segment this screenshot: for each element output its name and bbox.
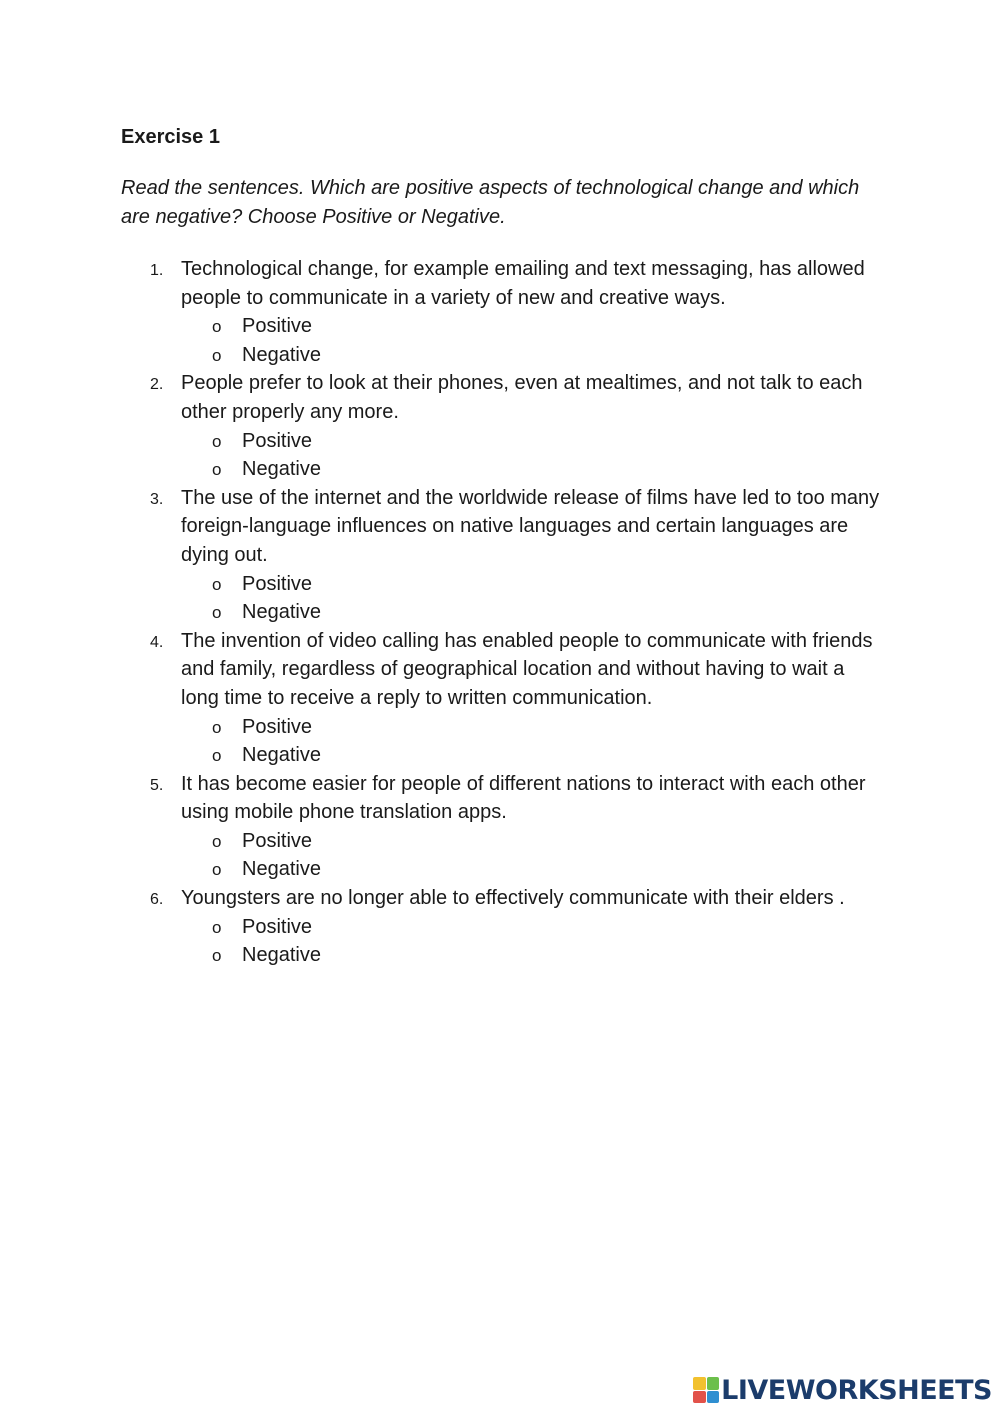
option-negative[interactable] xyxy=(150,741,885,770)
circle-bullet-icon: o xyxy=(212,460,222,480)
logo-tile xyxy=(707,1377,720,1390)
option-negative[interactable] xyxy=(150,341,885,370)
logo-text: LIVEWORKSHEETS xyxy=(721,1374,992,1406)
question-number: 2. xyxy=(150,376,164,394)
option-negative[interactable] xyxy=(150,455,885,484)
option-positive[interactable] xyxy=(150,427,885,456)
question-number: 5. xyxy=(150,776,164,794)
question-text: The invention of video calling has enabled people to communicate with friends and family, regardless of geographical location and without having to wait a long time to receive a reply to written communication. xyxy=(181,629,873,709)
question-item xyxy=(150,884,885,970)
answer-options xyxy=(150,570,885,627)
circle-bullet-icon: o xyxy=(212,746,222,766)
option-label: Positive xyxy=(242,715,313,738)
answer-options xyxy=(150,427,885,484)
option-positive[interactable] xyxy=(150,913,885,942)
liveworksheets-logo-icon xyxy=(693,1377,719,1403)
circle-bullet-icon: o xyxy=(212,431,222,451)
option-positive[interactable] xyxy=(150,713,885,742)
circle-bullet-icon: o xyxy=(212,574,222,594)
exercise-instructions: Read the sentences. Which are positive aspects of technological change and which are negative? Choose Positive or Negative. xyxy=(121,177,860,228)
option-label: Negative xyxy=(242,744,321,767)
question-item xyxy=(150,255,885,369)
question-list xyxy=(150,255,885,970)
option-label: Negative xyxy=(242,858,321,881)
option-positive[interactable] xyxy=(150,827,885,856)
option-label: Negative xyxy=(242,944,321,967)
option-label: Positive xyxy=(242,572,313,595)
answer-options xyxy=(150,713,885,770)
option-label: Positive xyxy=(242,829,313,852)
option-negative[interactable] xyxy=(150,941,885,970)
question-number: 4. xyxy=(150,633,164,651)
option-negative[interactable] xyxy=(150,598,885,627)
answer-options xyxy=(150,913,885,970)
question-item xyxy=(150,369,885,483)
logo-tile xyxy=(707,1391,720,1404)
circle-bullet-icon: o xyxy=(212,831,222,851)
question-number: 1. xyxy=(150,262,164,279)
question-number: 6. xyxy=(150,891,164,909)
question-text: It has become easier for people of different nations to interact with each other using mobile phone translation apps. xyxy=(181,772,866,824)
circle-bullet-icon: o xyxy=(212,717,222,737)
option-label: Positive xyxy=(242,915,313,938)
exercise-title: Exercise 1 xyxy=(121,126,220,148)
answer-options xyxy=(150,827,885,884)
circle-bullet-icon: o xyxy=(212,603,222,623)
liveworksheets-logo[interactable] xyxy=(693,1373,992,1407)
logo-tile xyxy=(693,1391,706,1404)
question-item xyxy=(150,627,885,770)
circle-bullet-icon: o xyxy=(212,946,222,966)
circle-bullet-icon: o xyxy=(212,317,222,337)
question-item xyxy=(150,484,885,627)
option-positive[interactable] xyxy=(150,570,885,599)
question-text: People prefer to look at their phones, even at mealtimes, and not talk to each other properly any more. xyxy=(181,372,863,423)
answer-options xyxy=(150,312,885,369)
option-label: Positive xyxy=(242,429,313,452)
option-negative[interactable] xyxy=(150,855,885,884)
logo-tile xyxy=(693,1377,706,1390)
circle-bullet-icon: o xyxy=(212,345,222,365)
option-label: Negative xyxy=(242,458,321,481)
circle-bullet-icon: o xyxy=(212,860,222,880)
circle-bullet-icon: o xyxy=(212,917,222,937)
option-label: Negative xyxy=(242,343,321,366)
question-text: Youngsters are no longer able to effectively communicate with their elders . xyxy=(181,887,845,910)
question-text: Technological change, for example emailing and text messaging, has allowed people to communicate in a variety of new and creative ways. xyxy=(181,258,865,309)
question-text: The use of the internet and the worldwide release of films have led to too many foreign-language influences on native languages and certain languages are dying out. xyxy=(181,486,880,566)
option-label: Positive xyxy=(242,315,313,338)
question-number: 3. xyxy=(150,490,164,508)
question-item xyxy=(150,770,885,884)
option-positive[interactable] xyxy=(150,312,885,341)
option-label: Negative xyxy=(242,601,321,624)
